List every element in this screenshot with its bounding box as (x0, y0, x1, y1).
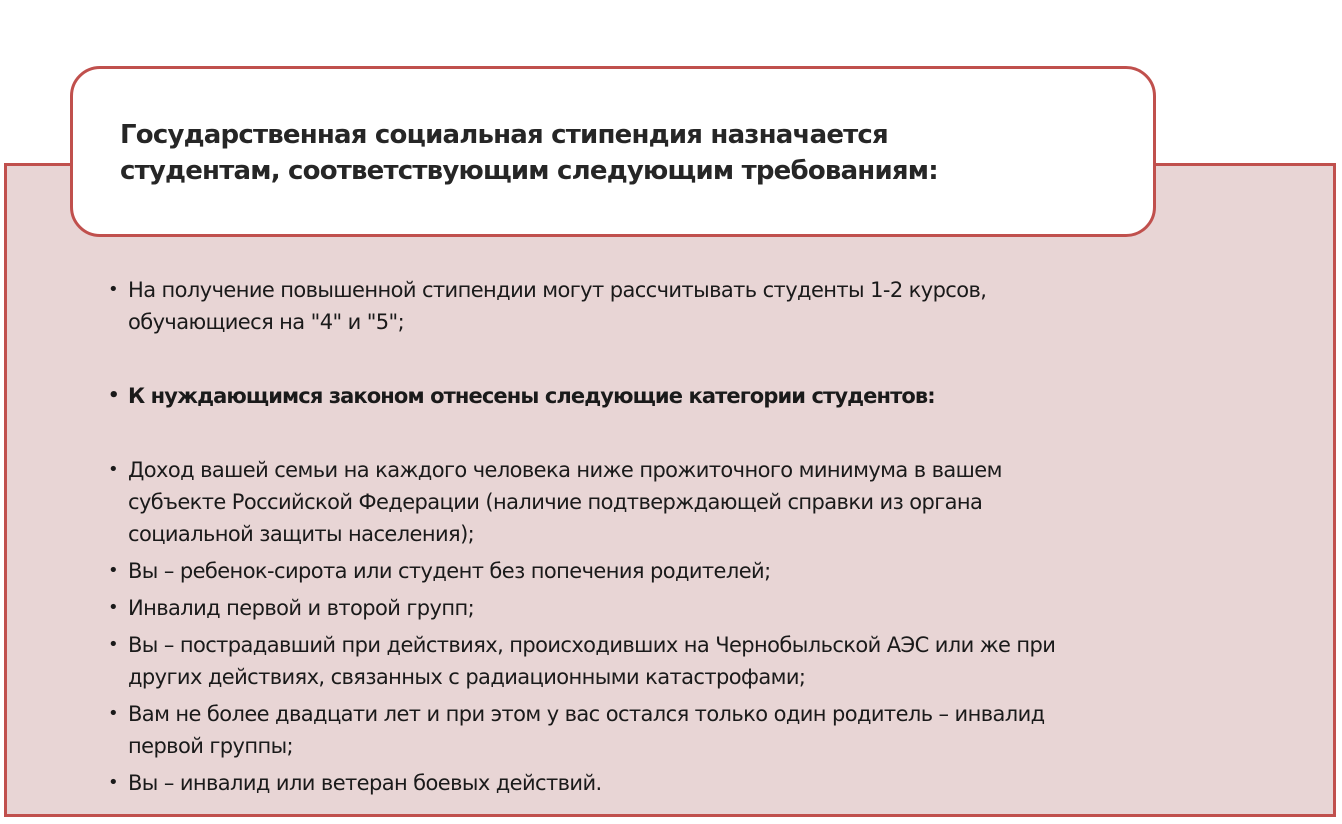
title-line-2: студентам, соответствующим следующим требованиям: (120, 156, 938, 186)
bullet-icon: • (108, 459, 119, 480)
bullet-icon: • (108, 560, 119, 581)
list-item-text: обучающиеся на "4" и "5"; (128, 310, 405, 334)
list-item (108, 698, 1308, 762)
list-item (108, 592, 1308, 624)
requirements-list (108, 274, 1308, 799)
list-item (108, 767, 1308, 799)
list-item-text: На получение повышенной стипендии могут рассчитывать студенты 1-2 курсов, (128, 278, 987, 302)
list-item (108, 454, 1308, 550)
list-item-text: Инвалид первой и второй групп; (128, 596, 475, 620)
title-box (70, 66, 1156, 237)
bullet-icon: • (108, 279, 119, 300)
list-item-heading (108, 380, 1308, 412)
list-item-text: Вы – инвалид или ветеран боевых действий. (128, 771, 602, 795)
list-item-text: Вы – ребенок-сирота или студент без попечения родителей; (128, 559, 771, 583)
title-line-1: Государственная социальная стипендия назначается (120, 120, 888, 150)
list-item-text: субъекте Российской Федерации (наличие подтверждающей справки из органа (128, 490, 983, 514)
list-item-text: Доход вашей семьи на каждого человека ниже прожиточного минимума в вашем (128, 458, 1002, 482)
bullet-icon: • (108, 597, 119, 618)
bullet-icon: • (108, 385, 119, 406)
bullet-icon: • (108, 772, 119, 793)
bullet-icon: • (108, 634, 119, 655)
list-item (108, 274, 1308, 338)
list-item (108, 555, 1308, 587)
bullet-icon: • (108, 703, 119, 724)
list-item-text: Вы – пострадавший при действиях, происходивших на Чернобыльской АЭС или же при (128, 633, 1056, 657)
list-item-text: других действиях, связанных с радиационными катастрофами; (128, 665, 806, 689)
list-item-text: Вам не более двадцати лет и при этом у вас остался только один родитель – инвалид (128, 702, 1045, 726)
list-item-text: первой группы; (128, 734, 294, 758)
list-item (108, 629, 1308, 693)
list-item-text: К нуждающимся законом отнесены следующие категории студентов: (128, 384, 935, 408)
list-item-text: социальной защиты населения); (128, 522, 475, 546)
